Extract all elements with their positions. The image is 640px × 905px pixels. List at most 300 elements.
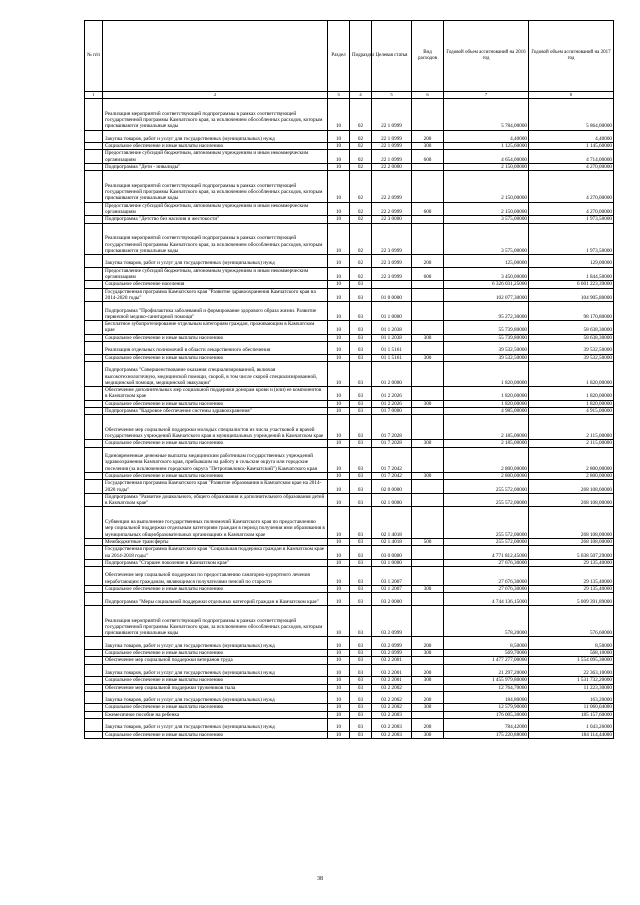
row-number-cell <box>85 650 103 657</box>
row-subsection-cell: 02 <box>350 171 372 203</box>
row-exptype-cell <box>412 559 444 566</box>
row-section-cell: 10 <box>328 202 350 216</box>
row-name-cell: Закупка товаров, работ и услуг для государственных (муниципальных) нужд <box>103 637 328 650</box>
table-row <box>85 354 614 361</box>
row-section-cell: 10 <box>328 546 350 560</box>
row-vol-2017-cell: 1 844,50000 <box>529 267 614 281</box>
row-article-cell: 03 1 2007 <box>372 586 412 593</box>
row-number-cell <box>85 415 103 440</box>
row-vol-2017-cell: 104 905,80000 <box>529 288 614 302</box>
row-number-cell <box>85 171 103 203</box>
row-number-cell <box>85 493 103 507</box>
table-row <box>85 507 614 539</box>
row-subsection-cell: 03 <box>350 546 372 560</box>
row-exptype-cell <box>412 408 444 415</box>
row-section-cell: 10 <box>328 99 350 131</box>
row-number-cell <box>85 216 103 223</box>
row-number-cell <box>85 711 103 718</box>
header-name <box>103 21 328 92</box>
row-name-cell: Социальное обеспечение и иные выплаты населению <box>103 650 328 657</box>
row-section-cell: 10 <box>328 480 350 494</box>
table-row <box>85 711 614 718</box>
row-article-cell: 01 0 0000 <box>372 288 412 302</box>
row-vol-2017-cell: 39 532,50000 <box>529 342 614 355</box>
row-name-cell: Предоставление субсидий бюджетным, автономным учреждениям и иным некоммерческим организациям <box>103 267 328 281</box>
table-row <box>85 415 614 440</box>
row-exptype-cell: 200 <box>412 691 444 704</box>
row-vol-2016-cell: 27 676,30000 <box>444 567 529 586</box>
row-number-cell <box>85 677 103 684</box>
row-vol-2016-cell: 255 572,00000 <box>444 507 529 539</box>
row-article-cell: 03 2 2003 <box>372 711 412 718</box>
row-article-cell: 01 1 2038 <box>372 321 412 335</box>
row-exptype-cell <box>412 99 444 131</box>
row-article-cell: 01 7 2028 <box>372 415 412 440</box>
row-name-cell: Социальное обеспечение и иные выплаты населению <box>103 677 328 684</box>
row-subsection-cell: 02 <box>350 130 372 143</box>
table-row <box>85 546 614 560</box>
row-exptype-cell: 600 <box>412 267 444 281</box>
row-section-cell: 10 <box>328 223 350 255</box>
row-article-cell: 22 3 0999 <box>372 255 412 268</box>
row-subsection-cell: 02 <box>350 99 372 131</box>
row-vol-2017-cell: 268 108,00000 <box>529 480 614 494</box>
row-number-cell <box>85 223 103 255</box>
row-vol-2017-cell: 184 114,44000 <box>529 731 614 738</box>
row-vol-2017-cell: 185 157,60000 <box>529 711 614 718</box>
row-vol-2016-cell: 1 125,60000 <box>444 143 529 150</box>
row-article-cell: 01 7 2042 <box>372 472 412 479</box>
row-name-cell: Подпрограмма "Развитие дошкольного, общего образования и дополнительного образования детей в Камчатском крае" <box>103 493 328 507</box>
row-exptype-cell <box>412 567 444 586</box>
row-section-cell: 10 <box>328 354 350 361</box>
row-section-cell: 10 <box>328 718 350 731</box>
row-number-cell <box>85 288 103 302</box>
row-section-cell: 10 <box>328 321 350 335</box>
row-section-cell: 10 <box>328 150 350 164</box>
header-numbers-row <box>85 92 614 99</box>
row-subsection-cell: 03 <box>350 387 372 401</box>
row-number-cell <box>85 637 103 650</box>
row-name-cell: Реализация мероприятий соответствующей подпрограммы в рамках соответствующей государственной программы Камчатского края, за исключением обособленных расходов, которым присваиваются уникальные коды <box>103 99 328 131</box>
table-row <box>85 593 614 606</box>
row-article-cell: 22 1 0999 <box>372 150 412 164</box>
row-exptype-cell: 200 <box>412 255 444 268</box>
row-subsection-cell: 03 <box>350 321 372 335</box>
row-name-cell: Социальное обеспечение и иные выплаты населению <box>103 704 328 711</box>
row-number-cell <box>85 567 103 586</box>
row-subsection-cell: 03 <box>350 593 372 606</box>
row-name-cell: Подпрограмма "Профилактика заболеваний и формирование здорового образа жизни. Развитие первичной медико-санитарной помощи" <box>103 302 328 321</box>
row-vol-2016-cell: 1 820,00000 <box>444 400 529 407</box>
row-section-cell: 10 <box>328 711 350 718</box>
row-section-cell: 10 <box>328 130 350 143</box>
row-vol-2017-cell: 1 820,00000 <box>529 400 614 407</box>
row-vol-2017-cell: 22 363,10000 <box>529 664 614 677</box>
row-vol-2016-cell: 1 820,00000 <box>444 387 529 401</box>
row-number-cell <box>85 605 103 637</box>
table-row <box>85 718 614 731</box>
row-vol-2017-cell: 5 038 507,29000 <box>529 546 614 560</box>
row-vol-2016-cell: 184,80000 <box>444 691 529 704</box>
row-vol-2016-cell: 12 579,90000 <box>444 704 529 711</box>
row-exptype-cell <box>412 281 444 288</box>
row-section-cell: 10 <box>328 216 350 223</box>
table-header <box>85 21 614 99</box>
row-subsection-cell: 03 <box>350 493 372 507</box>
row-number-cell <box>85 321 103 335</box>
row-exptype-cell: 500 <box>412 538 444 545</box>
row-vol-2016-cell: 95 272,30000 <box>444 302 529 321</box>
row-section-cell: 10 <box>328 637 350 650</box>
row-article-cell: 03 2 2003 <box>372 718 412 731</box>
table-row <box>85 567 614 586</box>
row-vol-2017-cell: 4 270,00000 <box>529 171 614 203</box>
row-name-cell: Социальное обеспечение и иные выплаты населению <box>103 586 328 593</box>
row-vol-2016-cell: 4,40000 <box>444 130 529 143</box>
row-subsection-cell: 03 <box>350 415 372 440</box>
table-row <box>85 171 614 203</box>
row-exptype-cell <box>412 163 444 170</box>
row-section-cell: 10 <box>328 605 350 637</box>
table-row <box>85 143 614 150</box>
row-exptype-cell: 300 <box>412 472 444 479</box>
row-article-cell: 22 3 0999 <box>372 223 412 255</box>
row-name-cell: Государственная программа Камчатского края "Развитие образования в Камчатском крае на 2014-2020 годы" <box>103 480 328 494</box>
row-vol-2016-cell: 2 800,00000 <box>444 472 529 479</box>
header-exptype: Вид расходов <box>412 21 444 92</box>
row-vol-2016-cell: 2 150,00000 <box>444 171 529 203</box>
table-row <box>85 447 614 472</box>
row-number-cell <box>85 408 103 415</box>
row-number-cell <box>85 704 103 711</box>
row-subsection-cell: 03 <box>350 718 372 731</box>
row-vol-2016-cell: 2 150,00000 <box>444 163 529 170</box>
row-name-cell: Государственная программа Камчатского края "Социальная поддержка граждан в Камчатском крае на 2014-2018 годы" <box>103 546 328 560</box>
row-number-cell <box>85 267 103 281</box>
row-subsection-cell: 03 <box>350 586 372 593</box>
table-row <box>85 202 614 216</box>
row-number-cell <box>85 718 103 731</box>
row-number-cell <box>85 302 103 321</box>
row-section-cell: 10 <box>328 440 350 447</box>
row-exptype-cell <box>412 684 444 691</box>
row-article-cell: 01 1 5161 <box>372 354 412 361</box>
header-number: 5 <box>372 92 412 99</box>
row-vol-2017-cell: 268 108,00000 <box>529 493 614 507</box>
table-row <box>85 302 614 321</box>
table-row <box>85 684 614 691</box>
row-article-cell: 02 0 0000 <box>372 480 412 494</box>
row-article-cell: 22 3 0000 <box>372 216 412 223</box>
row-name-cell: Единовременные денежные выплаты медицинским работникам государственных учреждений здравоохранения Камчатского края, прибывшим на работу в сельские округа или городские поселения (за исключением городского округа "Петропавловск-Камчатский") Камчатского края <box>103 447 328 472</box>
row-section-cell: 10 <box>328 163 350 170</box>
row-exptype-cell <box>412 711 444 718</box>
row-article-cell: 03 2 2001 <box>372 657 412 664</box>
row-vol-2017-cell: 1 973,50000 <box>529 223 614 255</box>
row-subsection-cell: 03 <box>350 567 372 586</box>
row-exptype-cell: 300 <box>412 704 444 711</box>
row-vol-2017-cell: 4 270,00000 <box>529 163 614 170</box>
row-name-cell: Реализация отдельных полномочий в области лекарственного обеспечения <box>103 342 328 355</box>
row-section-cell: 10 <box>328 143 350 150</box>
row-vol-2016-cell: 12 764,70000 <box>444 684 529 691</box>
header-article: Целевая статья <box>372 21 412 92</box>
row-subsection-cell: 03 <box>350 302 372 321</box>
row-name-cell: Обеспечение мер социальной поддержки тружеников тыла <box>103 684 328 691</box>
row-vol-2017-cell: 29 135,40000 <box>529 567 614 586</box>
row-article-cell: 03 0 0000 <box>372 546 412 560</box>
row-exptype-cell: 300 <box>412 650 444 657</box>
row-vol-2017-cell: 1 554 095,30000 <box>529 657 614 664</box>
row-subsection-cell: 03 <box>350 480 372 494</box>
row-number-cell <box>85 387 103 401</box>
row-exptype-cell <box>412 171 444 203</box>
row-subsection-cell: 03 <box>350 650 372 657</box>
row-article-cell: 03 2 2002 <box>372 704 412 711</box>
row-number-cell <box>85 143 103 150</box>
row-name-cell: Социальное обеспечение и иные выплаты населению <box>103 334 328 341</box>
table-row <box>85 321 614 335</box>
row-name-cell: Социальное обеспечение и иные выплаты населению <box>103 440 328 447</box>
row-exptype-cell <box>412 216 444 223</box>
row-number-cell <box>85 684 103 691</box>
row-exptype-cell: 300 <box>412 731 444 738</box>
row-vol-2016-cell: 1 455 979,80000 <box>444 677 529 684</box>
row-number-cell <box>85 354 103 361</box>
row-name-cell: Закупка товаров, работ и услуг для государственных (муниципальных) нужд <box>103 130 328 143</box>
row-number-cell <box>85 99 103 131</box>
row-article-cell: 01 2 2026 <box>372 400 412 407</box>
row-article-cell: 22 2 0000 <box>372 163 412 170</box>
row-vol-2016-cell: 21 297,20000 <box>444 664 529 677</box>
row-vol-2017-cell: 98 170,80000 <box>529 302 614 321</box>
row-name-cell: Закупка товаров, работ и услуг для государственных (муниципальных) нужд <box>103 664 328 677</box>
row-vol-2017-cell: 1 043,26000 <box>529 718 614 731</box>
row-vol-2017-cell: 1 820,00000 <box>529 387 614 401</box>
header-number: 2 <box>103 92 328 99</box>
row-number-cell <box>85 202 103 216</box>
row-name-cell: Социальное обеспечение и иные выплаты населению <box>103 400 328 407</box>
row-section-cell: 10 <box>328 361 350 386</box>
table-row <box>85 288 614 302</box>
row-exptype-cell: 200 <box>412 718 444 731</box>
row-name-cell: Предоставление субсидий бюджетным, автономным учреждениям и иным некоммерческим организациям <box>103 202 328 216</box>
row-article-cell: 22 2 0999 <box>372 171 412 203</box>
table-row <box>85 731 614 738</box>
header-number: 6 <box>412 92 444 99</box>
row-vol-2016-cell: 1 820,00000 <box>444 361 529 386</box>
row-vol-2016-cell: 102 077,30000 <box>444 288 529 302</box>
header-vol-2017: Годовой объем ассигнований на 2017 год <box>529 21 614 92</box>
row-name-cell: Обеспечение дополнительных мер социальной поддержки донорам крови и (или) ее компонентов в Камчатском крае <box>103 387 328 401</box>
row-number-cell <box>85 342 103 355</box>
table-row <box>85 691 614 704</box>
row-section-cell: 10 <box>328 288 350 302</box>
row-subsection-cell: 03 <box>350 507 372 539</box>
row-vol-2017-cell: 58 638,30000 <box>529 334 614 341</box>
row-vol-2016-cell: 6 326 031,25000 <box>444 281 529 288</box>
row-article-cell: 01 2 2026 <box>372 387 412 401</box>
table-body <box>85 99 614 739</box>
table-row <box>85 255 614 268</box>
row-subsection-cell: 03 <box>350 664 372 677</box>
table-row <box>85 605 614 637</box>
row-exptype-cell: 300 <box>412 400 444 407</box>
document-page <box>84 20 613 739</box>
row-section-cell: 10 <box>328 267 350 281</box>
row-subsection-cell: 02 <box>350 255 372 268</box>
row-section-cell: 10 <box>328 415 350 440</box>
row-number-cell <box>85 447 103 472</box>
row-section-cell: 10 <box>328 255 350 268</box>
row-subsection-cell: 03 <box>350 691 372 704</box>
row-article-cell: 22 1 0999 <box>372 130 412 143</box>
row-name-cell: Обеспечение мер социальной поддержки молодых специалистов из числа участковой и врачей государственных учреждений Камчатского края и муниципальных учреждений в Камчатском крае <box>103 415 328 440</box>
row-name-cell: Подпрограмма "Меры социальной поддержки отдельных категорий граждан в Камчатском крае" <box>103 593 328 606</box>
row-name-cell: Обеспечение мер социальной поддержки ветеранов труда <box>103 657 328 664</box>
row-article-cell: 22 1 0999 <box>372 143 412 150</box>
row-subsection-cell: 02 <box>350 202 372 216</box>
row-vol-2017-cell: 8,50000 <box>529 637 614 650</box>
row-section-cell: 10 <box>328 400 350 407</box>
row-vol-2016-cell: 2 150,00000 <box>444 202 529 216</box>
row-name-cell: Подпрограмма "Старшее поколение в Камчатском крае" <box>103 559 328 566</box>
row-exptype-cell <box>412 342 444 355</box>
budget-table <box>84 20 614 739</box>
table-row <box>85 400 614 407</box>
row-name-cell: Закупка товаров, работ и услуг для государственных (муниципальных) нужд <box>103 718 328 731</box>
row-exptype-cell: 600 <box>412 202 444 216</box>
row-exptype-cell: 300 <box>412 354 444 361</box>
row-article-cell: 01 1 5161 <box>372 342 412 355</box>
row-section-cell: 10 <box>328 281 350 288</box>
row-exptype-cell <box>412 415 444 440</box>
row-number-cell <box>85 130 103 143</box>
row-article-cell: 22 3 0999 <box>372 267 412 281</box>
row-section-cell: 10 <box>328 447 350 472</box>
row-subsection-cell: 02 <box>350 163 372 170</box>
row-article-cell: 02 1 0000 <box>372 493 412 507</box>
row-vol-2017-cell: 29 135,40000 <box>529 586 614 593</box>
row-name-cell: Субвенции на выполнение государственных полномочий Камчатского края по предоставлению мер социальной поддержки отдельным категориям граждан в период получения ими образования в муниципальных общеобразовательных организациях в Камчатском крае <box>103 507 328 539</box>
row-vol-2017-cell: 39 532,50000 <box>529 354 614 361</box>
row-subsection-cell: 03 <box>350 711 372 718</box>
row-subsection-cell: 02 <box>350 143 372 150</box>
row-exptype-cell <box>412 288 444 302</box>
row-section-cell: 10 <box>328 664 350 677</box>
header-vol-2016: Годовой объем ассигнований на 2016 год <box>444 21 529 92</box>
row-vol-2016-cell: 175 220,88000 <box>444 731 529 738</box>
row-article-cell: 01 7 2042 <box>372 447 412 472</box>
row-exptype-cell <box>412 493 444 507</box>
row-article-cell: 01 1 0000 <box>372 302 412 321</box>
row-subsection-cell: 03 <box>350 334 372 341</box>
row-subsection-cell: 03 <box>350 605 372 637</box>
table-row <box>85 361 614 386</box>
row-name-cell: Социальное обеспечение населения <box>103 281 328 288</box>
row-section-cell: 10 <box>328 657 350 664</box>
row-section-cell: 10 <box>328 691 350 704</box>
row-exptype-cell: 300 <box>412 586 444 593</box>
row-number-cell <box>85 731 103 738</box>
table-row <box>85 223 614 255</box>
row-vol-2016-cell: 27 676,30000 <box>444 559 529 566</box>
row-article-cell: 03 2 2002 <box>372 691 412 704</box>
row-section-cell: 10 <box>328 472 350 479</box>
row-subsection-cell: 03 <box>350 472 372 479</box>
row-section-cell: 10 <box>328 559 350 566</box>
table-row <box>85 440 614 447</box>
table-row <box>85 99 614 131</box>
row-exptype-cell <box>412 321 444 335</box>
table-row <box>85 538 614 545</box>
table-row <box>85 130 614 143</box>
row-subsection-cell: 03 <box>350 704 372 711</box>
row-vol-2016-cell: 255 572,00000 <box>444 538 529 545</box>
row-article-cell: 03 2 0999 <box>372 650 412 657</box>
header-number: 3 <box>328 92 350 99</box>
row-subsection-cell: 02 <box>350 223 372 255</box>
row-article-cell: 03 2 2001 <box>372 677 412 684</box>
table-row <box>85 334 614 341</box>
row-exptype-cell: 300 <box>412 334 444 341</box>
header-number: 1 <box>85 92 103 99</box>
row-article-cell: 01 7 0000 <box>372 408 412 415</box>
row-subsection-cell: 03 <box>350 354 372 361</box>
row-section-cell: 10 <box>328 731 350 738</box>
row-subsection-cell: 03 <box>350 538 372 545</box>
row-vol-2016-cell: 2 185,00000 <box>444 440 529 447</box>
row-section-cell: 10 <box>328 302 350 321</box>
row-vol-2017-cell: 576,60000 <box>529 605 614 637</box>
row-number-cell <box>85 480 103 494</box>
row-exptype-cell <box>412 605 444 637</box>
row-vol-2017-cell: 6 601 223,39000 <box>529 281 614 288</box>
row-vol-2017-cell: 4 270,00000 <box>529 202 614 216</box>
table-row <box>85 637 614 650</box>
row-article-cell: 22 2 0999 <box>372 202 412 216</box>
row-vol-2016-cell: 3 575,00000 <box>444 216 529 223</box>
row-vol-2017-cell: 129,00000 <box>529 255 614 268</box>
row-article-cell: 03 2 2002 <box>372 684 412 691</box>
row-number-cell <box>85 281 103 288</box>
row-vol-2016-cell: 3 575,00000 <box>444 223 529 255</box>
table-row <box>85 472 614 479</box>
table-row <box>85 650 614 657</box>
row-exptype-cell <box>412 387 444 401</box>
row-vol-2016-cell: 4 744 136,15000 <box>444 593 529 606</box>
row-vol-2017-cell: 268 108,00000 <box>529 538 614 545</box>
row-number-cell <box>85 440 103 447</box>
row-vol-2017-cell: 268 108,00000 <box>529 507 614 539</box>
row-name-cell: Закупка товаров, работ и услуг для государственных (муниципальных) нужд <box>103 255 328 268</box>
row-section-cell: 10 <box>328 408 350 415</box>
row-vol-2016-cell: 2 800,00000 <box>444 447 529 472</box>
row-exptype-cell <box>412 593 444 606</box>
row-vol-2017-cell: 2 115,00000 <box>529 440 614 447</box>
row-article-cell: 02 1 4018 <box>372 507 412 539</box>
row-vol-2017-cell: 58 638,30000 <box>529 321 614 335</box>
row-number-cell <box>85 472 103 479</box>
row-name-cell: Социальное обеспечение и иные выплаты населению <box>103 143 328 150</box>
table-row <box>85 657 614 664</box>
row-subsection-cell: 03 <box>350 731 372 738</box>
row-section-cell: 10 <box>328 593 350 606</box>
table-row <box>85 586 614 593</box>
row-vol-2017-cell: 2 800,00000 <box>529 447 614 472</box>
row-section-cell: 10 <box>328 650 350 657</box>
